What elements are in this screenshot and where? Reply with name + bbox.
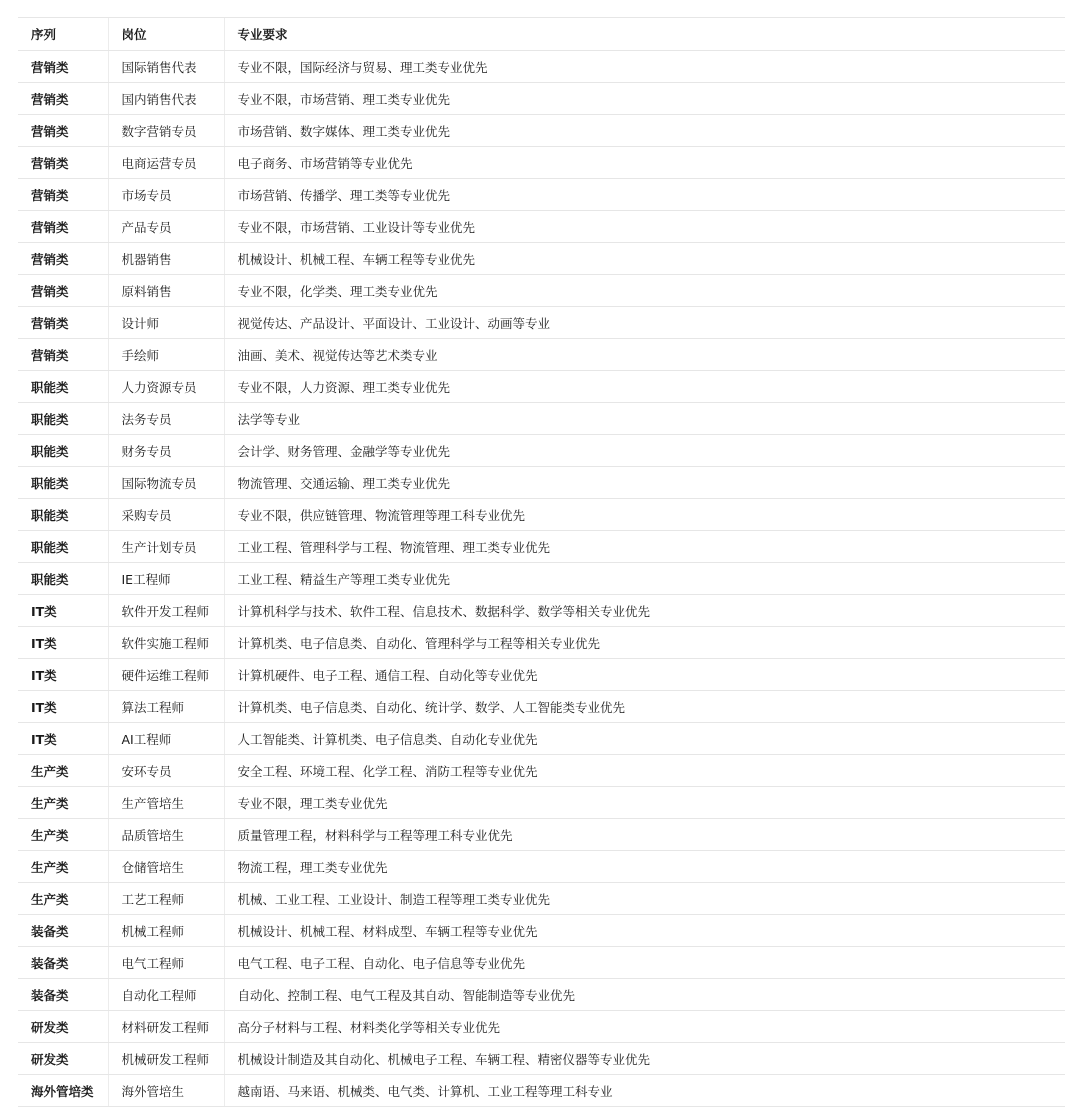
position-cell: 国际销售代表 [108,51,224,83]
requirement-cell: 油画、美术、视觉传达等艺术类专业 [224,339,1065,371]
category-cell: 营销类 [18,211,108,243]
position-cell: 财务专员 [108,435,224,467]
table-row [18,979,1065,1011]
position-cell: 国内销售代表 [108,83,224,115]
position-cell: 软件开发工程师 [108,595,224,627]
category-cell: 职能类 [18,499,108,531]
position-cell: AI工程师 [108,723,224,755]
requirement-cell: 专业不限，人力资源、理工类专业优先 [224,371,1065,403]
table-row [18,403,1065,435]
category-cell: 研发类 [18,1011,108,1043]
requirement-cell: 安全工程、环境工程、化学工程、消防工程等专业优先 [224,755,1065,787]
category-cell: IT类 [18,723,108,755]
category-cell: 生产类 [18,883,108,915]
category-cell: 海外管培类 [18,1075,108,1107]
category-cell: 职能类 [18,435,108,467]
category-cell: 职能类 [18,563,108,595]
requirement-cell: 电气工程、电子工程、自动化、电子信息等专业优先 [224,947,1065,979]
table-row [18,755,1065,787]
header-requirement: 专业要求 [224,18,1065,51]
position-cell: 电气工程师 [108,947,224,979]
table-row [18,915,1065,947]
position-cell: 安环专员 [108,755,224,787]
table-row [18,1043,1065,1075]
category-cell: 营销类 [18,307,108,339]
requirement-cell: 法学等专业 [224,403,1065,435]
position-cell: 工艺工程师 [108,883,224,915]
table-row [18,147,1065,179]
position-cell: 材料研发工程师 [108,1011,224,1043]
category-cell: 装备类 [18,947,108,979]
table-row [18,243,1065,275]
category-cell: 营销类 [18,147,108,179]
category-cell: 营销类 [18,179,108,211]
table-row [18,307,1065,339]
requirement-cell: 电子商务、市场营销等专业优先 [224,147,1065,179]
category-cell: IT类 [18,595,108,627]
position-cell: 自动化工程师 [108,979,224,1011]
category-cell: 营销类 [18,243,108,275]
position-cell: 机械工程师 [108,915,224,947]
category-cell: 职能类 [18,371,108,403]
requirement-cell: 质量管理工程，材料科学与工程等理工科专业优先 [224,819,1065,851]
category-cell: 生产类 [18,819,108,851]
category-cell: 装备类 [18,979,108,1011]
position-cell: 手绘师 [108,339,224,371]
category-cell: 生产类 [18,787,108,819]
table-row [18,659,1065,691]
header-position: 岗位 [108,18,224,51]
requirement-cell: 专业不限，市场营销、工业设计等专业优先 [224,211,1065,243]
requirement-cell: 物流工程，理工类专业优先 [224,851,1065,883]
position-cell: 人力资源专员 [108,371,224,403]
requirement-cell: 自动化、控制工程、电气工程及其自动、智能制造等专业优先 [224,979,1065,1011]
position-cell: 硬件运维工程师 [108,659,224,691]
position-cell: 生产管培生 [108,787,224,819]
requirement-cell: 专业不限，理工类专业优先 [224,787,1065,819]
category-cell: IT类 [18,691,108,723]
requirement-cell: 专业不限，化学类、理工类专业优先 [224,275,1065,307]
table-row [18,51,1065,83]
job-requirements-table [18,17,1065,1107]
category-cell: 营销类 [18,339,108,371]
category-cell: 研发类 [18,1043,108,1075]
requirement-cell: 视觉传达、产品设计、平面设计、工业设计、动画等专业 [224,307,1065,339]
requirement-cell: 会计学、财务管理、金融学等专业优先 [224,435,1065,467]
table-body [18,51,1065,1107]
category-cell: 营销类 [18,51,108,83]
category-cell: IT类 [18,627,108,659]
position-cell: 采购专员 [108,499,224,531]
position-cell: 算法工程师 [108,691,224,723]
table-row [18,947,1065,979]
position-cell: 原料销售 [108,275,224,307]
table-row [18,595,1065,627]
requirement-cell: 专业不限，市场营销、理工类专业优先 [224,83,1065,115]
table-row [18,627,1065,659]
table-row [18,1075,1065,1107]
table-row [18,339,1065,371]
requirement-cell: 物流管理、交通运输、理工类专业优先 [224,467,1065,499]
position-cell: 机械研发工程师 [108,1043,224,1075]
table-row [18,83,1065,115]
table-row [18,787,1065,819]
requirement-cell: 市场营销、数字媒体、理工类专业优先 [224,115,1065,147]
requirement-cell: 机械设计、机械工程、车辆工程等专业优先 [224,243,1065,275]
position-cell: 品质管培生 [108,819,224,851]
category-cell: 营销类 [18,115,108,147]
table-row [18,467,1065,499]
table-row [18,851,1065,883]
requirement-cell: 工业工程、管理科学与工程、物流管理、理工类专业优先 [224,531,1065,563]
requirement-cell: 计算机类、电子信息类、自动化、统计学、数学、人工智能类专业优先 [224,691,1065,723]
requirement-cell: 机械、工业工程、工业设计、制造工程等理工类专业优先 [224,883,1065,915]
category-cell: IT类 [18,659,108,691]
position-cell: 软件实施工程师 [108,627,224,659]
category-cell: 生产类 [18,755,108,787]
category-cell: 营销类 [18,83,108,115]
table-row [18,499,1065,531]
table-row [18,723,1065,755]
requirement-cell: 专业不限，供应链管理、物流管理等理工科专业优先 [224,499,1065,531]
position-cell: 机器销售 [108,243,224,275]
table-row [18,691,1065,723]
table-row [18,819,1065,851]
category-cell: 营销类 [18,275,108,307]
table-header-row [18,18,1065,51]
position-cell: 法务专员 [108,403,224,435]
requirement-cell: 市场营销、传播学、理工类等专业优先 [224,179,1065,211]
table-row [18,371,1065,403]
position-cell: IE工程师 [108,563,224,595]
position-cell: 生产计划专员 [108,531,224,563]
position-cell: 电商运营专员 [108,147,224,179]
category-cell: 装备类 [18,915,108,947]
category-cell: 职能类 [18,403,108,435]
requirement-cell: 人工智能类、计算机类、电子信息类、自动化专业优先 [224,723,1065,755]
requirement-cell: 越南语、马来语、机械类、电气类、计算机、工业工程等理工科专业 [224,1075,1065,1107]
requirement-cell: 计算机硬件、电子工程、通信工程、自动化等专业优先 [224,659,1065,691]
table-row [18,211,1065,243]
position-cell: 市场专员 [108,179,224,211]
table-row [18,179,1065,211]
requirement-cell: 计算机科学与技术、软件工程、信息技术、数据科学、数学等相关专业优先 [224,595,1065,627]
table-row [18,435,1065,467]
header-category: 序列 [18,18,108,51]
position-cell: 海外管培生 [108,1075,224,1107]
requirement-cell: 机械设计、机械工程、材料成型、车辆工程等专业优先 [224,915,1065,947]
table-row [18,563,1065,595]
table-row [18,531,1065,563]
category-cell: 职能类 [18,467,108,499]
position-cell: 仓储管培生 [108,851,224,883]
category-cell: 生产类 [18,851,108,883]
position-cell: 设计师 [108,307,224,339]
table-row [18,1011,1065,1043]
table-row [18,115,1065,147]
category-cell: 职能类 [18,531,108,563]
requirement-cell: 机械设计制造及其自动化、机械电子工程、车辆工程、精密仪器等专业优先 [224,1043,1065,1075]
table-row [18,883,1065,915]
position-cell: 产品专员 [108,211,224,243]
requirement-cell: 高分子材料与工程、材料类化学等相关专业优先 [224,1011,1065,1043]
table-row [18,275,1065,307]
requirement-cell: 计算机类、电子信息类、自动化、管理科学与工程等相关专业优先 [224,627,1065,659]
position-cell: 数字营销专员 [108,115,224,147]
requirement-cell: 工业工程、精益生产等理工类专业优先 [224,563,1065,595]
requirement-cell: 专业不限，国际经济与贸易、理工类专业优先 [224,51,1065,83]
position-cell: 国际物流专员 [108,467,224,499]
